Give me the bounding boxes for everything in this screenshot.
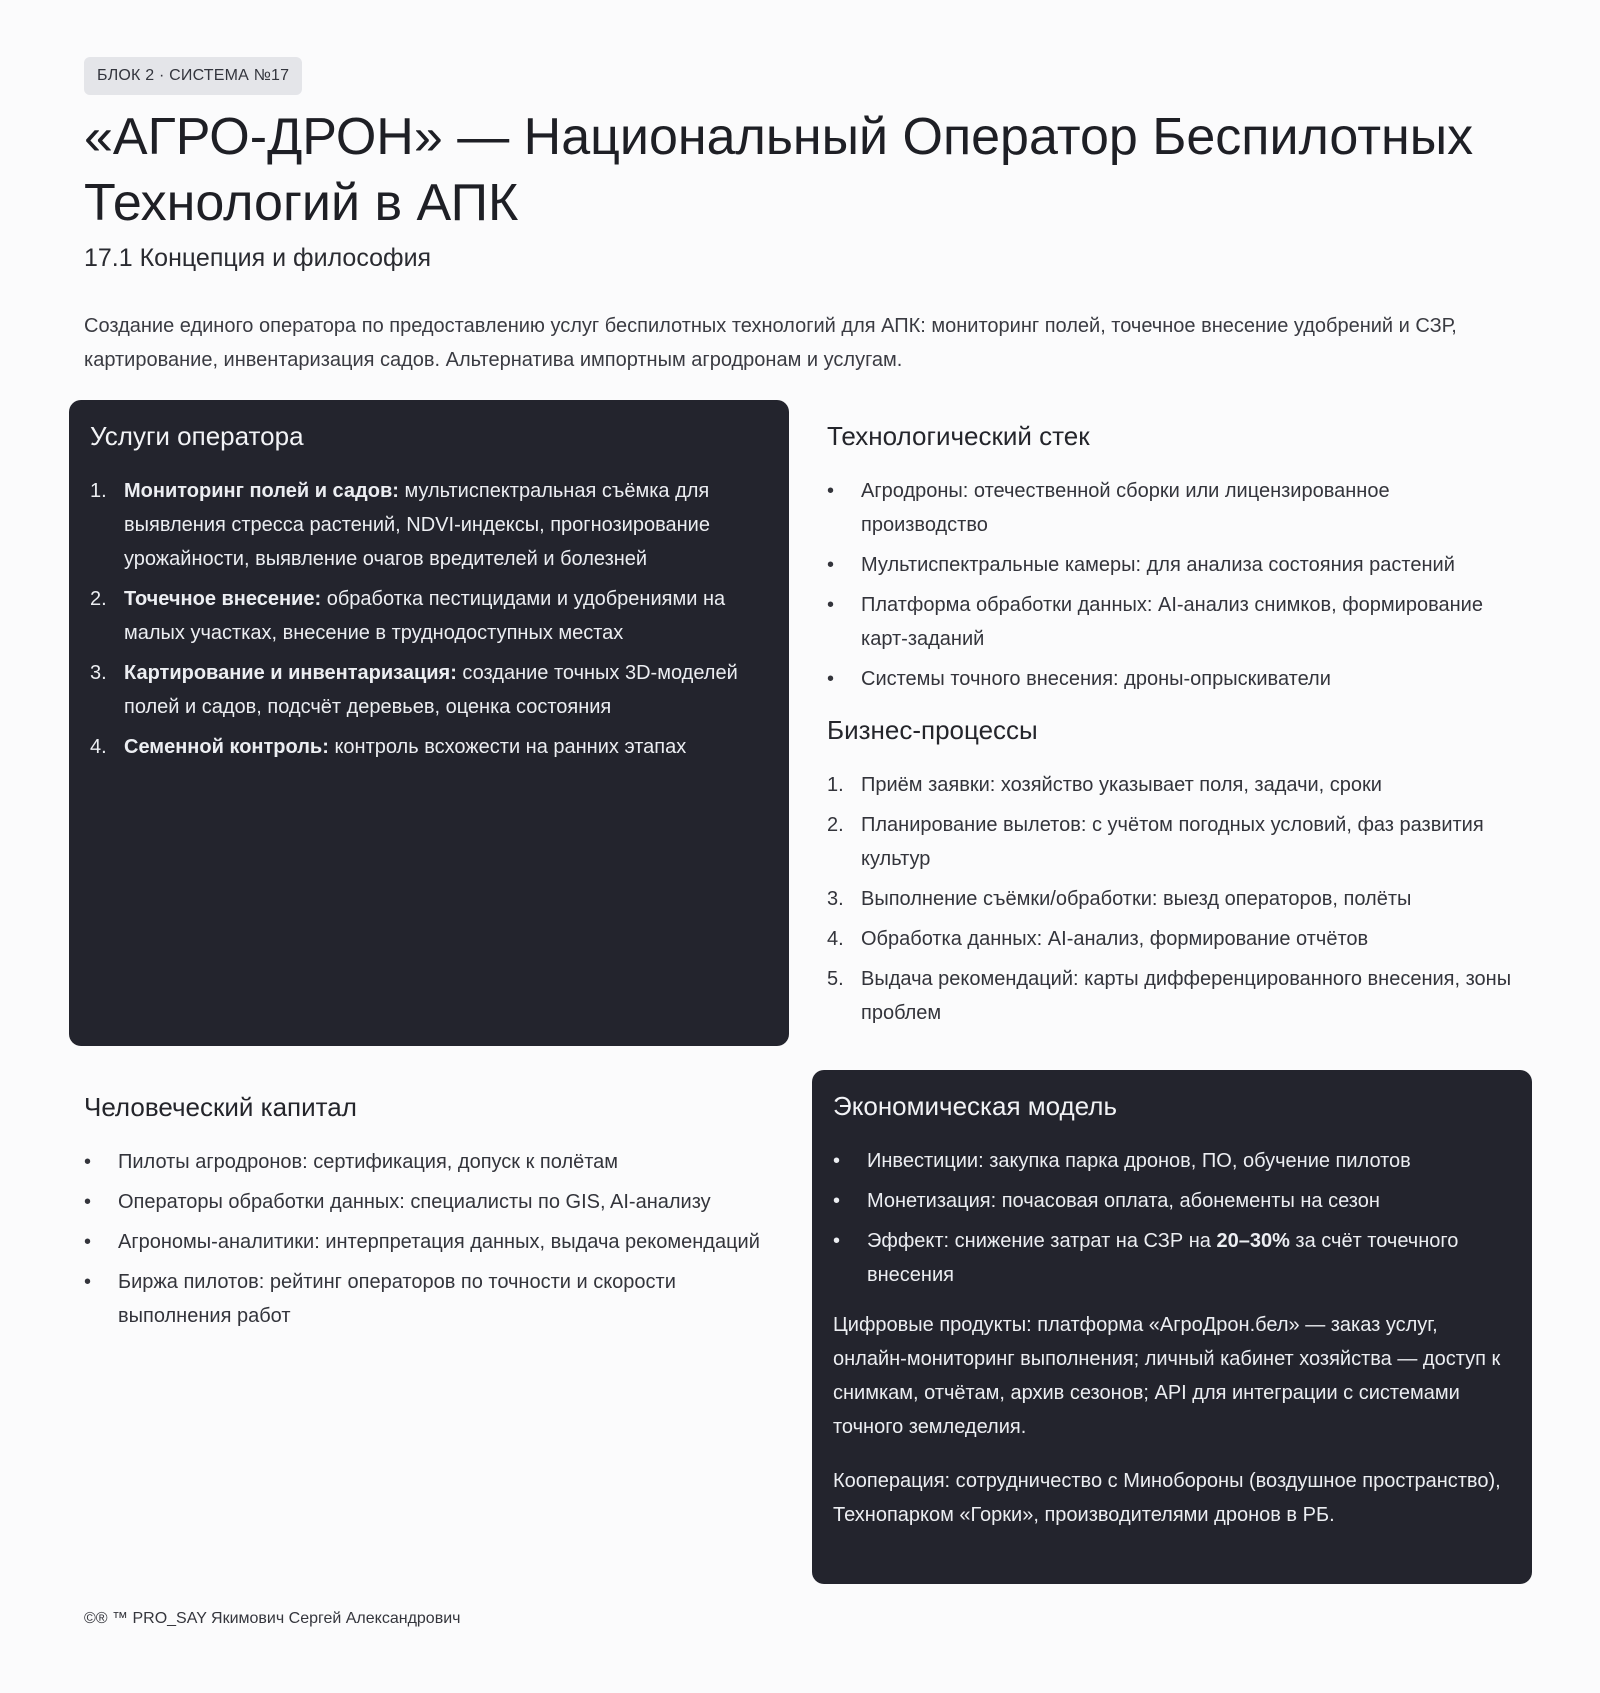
business-item-text: Выдача рекомендаций: карты дифференцированного внесения, зоны проблем <box>861 968 1512 1024</box>
economy-item <box>833 1144 1502 1178</box>
item-title: Семенной контроль: <box>124 736 329 758</box>
tech-item <box>827 474 1517 542</box>
bullet-icon: • <box>827 554 835 576</box>
item-text: контроль всхожести на ранних этапах <box>328 736 687 758</box>
item-number: 1. <box>90 480 107 502</box>
human-capital-list <box>84 1145 774 1333</box>
business-item <box>827 882 1517 916</box>
human-item-text: Пилоты агродронов: сертификация, допуск к полётам <box>118 1151 619 1173</box>
item-number: 2. <box>90 588 107 610</box>
human-capital-section <box>84 1091 774 1333</box>
business-list <box>827 768 1517 1030</box>
human-item-text: Биржа пилотов: рейтинг операторов по точности и скорости выполнения работ <box>118 1271 676 1327</box>
footer-copyright: ©® ™ PRO_SAY Якимович Сергей Александрович <box>84 1610 461 1627</box>
economy-item-text-end: за счёт точечного внесения <box>867 1230 1459 1286</box>
services-list <box>90 474 769 764</box>
business-item-text: Выполнение съёмки/обработки: выезд операторов, полёты <box>861 888 1412 910</box>
item-number: 1. <box>827 774 844 796</box>
item-text: создание точных 3D-моделей полей и садов, подсчёт деревьев, оценка состояния <box>124 662 738 718</box>
bullet-icon: • <box>827 668 835 690</box>
human-item-text: Агрономы-аналитики: интерпретация данных, выдача рекомендаций <box>118 1231 760 1253</box>
bullet-icon: • <box>84 1271 92 1293</box>
business-item <box>827 962 1517 1030</box>
tech-stack-list <box>827 474 1517 696</box>
bullet-icon: • <box>833 1190 841 1212</box>
tech-item <box>827 588 1517 656</box>
economy-item-text: Монетизация: почасовая оплата, абонементы на сезон <box>867 1190 1380 1212</box>
business-heading: Бизнес-процессы <box>827 715 1038 745</box>
business-item <box>827 768 1517 802</box>
bullet-icon: • <box>833 1230 841 1252</box>
economic-model-list <box>833 1144 1502 1292</box>
tech-item-text: Системы точного внесения: дроны-опрыскиватели <box>861 668 1331 690</box>
services-heading: Услуги оператора <box>90 421 304 451</box>
human-capital-heading: Человеческий капитал <box>84 1092 357 1122</box>
economy-item <box>833 1224 1502 1292</box>
services-item <box>90 582 769 650</box>
tech-item-text: Платформа обработки данных: AI-анализ снимков, формирование карт-заданий <box>861 594 1483 650</box>
economy-item-text: Инвестиции: закупка парка дронов, ПО, обучение пилотов <box>867 1150 1411 1172</box>
bullet-icon: • <box>827 594 835 616</box>
economic-model-card <box>812 1070 1532 1584</box>
services-item <box>90 730 769 764</box>
item-title: Точечное внесение: <box>124 588 322 610</box>
business-item-text: Обработка данных: AI-анализ, формирование отчётов <box>861 928 1369 950</box>
page-title: «АГРО-ДРОН» — Национальный Оператор Беспилотных Технологий в АПК <box>84 108 1474 232</box>
business-item <box>827 922 1517 956</box>
item-number: 4. <box>827 928 844 950</box>
business-item-text: Приём заявки: хозяйство указывает поля, задачи, сроки <box>861 774 1382 796</box>
item-number: 2. <box>827 814 844 836</box>
item-title: Картирование и инвентаризация: <box>124 662 457 684</box>
human-item <box>84 1225 774 1259</box>
bullet-icon: • <box>827 480 835 502</box>
tech-item <box>827 548 1517 582</box>
human-item-text: Операторы обработки данных: специалисты по GIS, AI-анализу <box>118 1191 711 1213</box>
bullet-icon: • <box>84 1191 92 1213</box>
human-item <box>84 1145 774 1179</box>
tech-stack-section <box>827 420 1517 1030</box>
business-item-text: Планирование вылетов: с учётом погодных условий, фаз развития культур <box>861 814 1484 870</box>
item-number: 4. <box>90 736 107 758</box>
economy-item-text: Эффект: снижение затрат на СЗР на <box>867 1230 1217 1252</box>
human-item <box>84 1265 774 1333</box>
tech-item <box>827 662 1517 696</box>
item-number: 5. <box>827 968 844 990</box>
tech-item-text: Мультиспектральные камеры: для анализа состояния растений <box>861 554 1455 576</box>
services-item <box>90 656 769 724</box>
section-subtitle: 17.1 Концепция и философия <box>84 244 432 272</box>
economic-model-heading: Экономическая модель <box>833 1091 1117 1121</box>
block-badge: БЛОК 2 · СИСТЕМА №17 <box>84 57 302 95</box>
item-title: Мониторинг полей и садов: <box>124 480 399 502</box>
tech-item-text: Агродроны: отечественной сборки или лицензированное производство <box>861 480 1390 536</box>
effect-percent: 20–30% <box>1216 1230 1290 1252</box>
bullet-icon: • <box>84 1151 92 1173</box>
digital-products-paragraph: Цифровые продукты: платформа «АгроДрон.бел» — заказ услуг, онлайн-мониторинг выполнения; личный кабинет хозяйства — доступ к снимкам, отчётам, архив сезонов; API для интеграции с системами точного земледелия. <box>833 1314 1501 1438</box>
item-number: 3. <box>90 662 107 684</box>
human-item <box>84 1185 774 1219</box>
services-card <box>69 400 789 1046</box>
business-item <box>827 808 1517 876</box>
services-item <box>90 474 769 576</box>
tech-stack-heading: Технологический стек <box>827 421 1090 451</box>
bullet-icon: • <box>833 1150 841 1172</box>
cooperation-paragraph: Кооперация: сотрудничество с Минобороны (воздушное пространство), Технопарком «Горки», производителями дронов в РБ. <box>833 1470 1501 1526</box>
economy-item <box>833 1184 1502 1218</box>
item-text: обработка пестицидами и удобрениями на малых участках, внесение в труднодоступных местах <box>124 588 726 644</box>
intro-paragraph: Создание единого оператора по предоставлению услуг беспилотных технологий для АПК: мониторинг полей, точечное внесение удобрений и СЗР, картирование, инвентаризация садов. Альтернатива импортным агродронам и услугам. <box>84 315 1457 371</box>
item-text: мультиспектральная съёмка для выявления стресса растений, NDVI-индексы, прогнозирование урожайности, выявление очагов вредителей и болезней <box>124 480 710 570</box>
bullet-icon: • <box>84 1231 92 1253</box>
item-number: 3. <box>827 888 844 910</box>
